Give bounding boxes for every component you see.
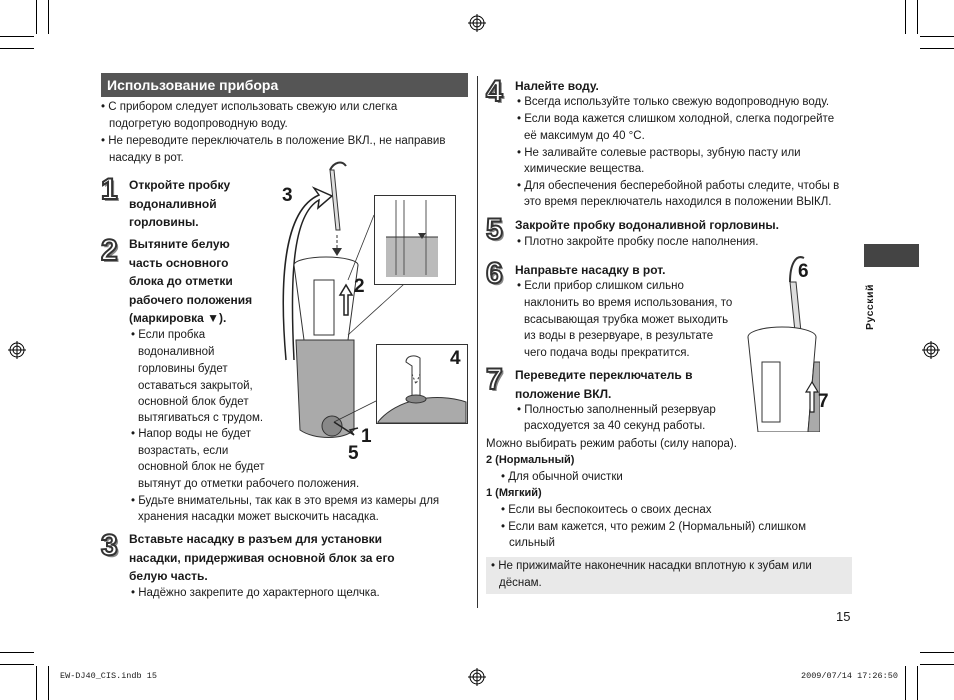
intro-line: насадку в рот. [109, 152, 184, 164]
crop-mark [0, 652, 34, 653]
note-line: это время переключатель находился в положении ВЫКЛ. [524, 196, 832, 208]
crop-mark [920, 664, 954, 665]
step-number: 3 [101, 529, 118, 562]
step-title: Закройте пробку водоналивной горловины. [515, 218, 779, 232]
footer-file: EW-DJ40_CIS.indb 15 [60, 671, 157, 681]
note-line: • Плотно закройте пробку после наполнения. [517, 236, 759, 248]
intro-line: подогретую водопроводную воду. [109, 118, 288, 130]
mode-title: 1 (Мягкий) [486, 487, 542, 499]
note-line: вытянут до отметки рабочего положения. [138, 478, 360, 490]
note-line: водоналивной [138, 346, 215, 358]
note-line: химические вещества. [524, 163, 645, 175]
note-line: всасывающая трубка может выходить [524, 314, 729, 326]
registration-mark-icon [922, 341, 940, 359]
note-line: её максимум до 40 °C. [524, 130, 645, 142]
warning-line: • Не прижимайте наконечник насадки вплотную к зубам или [491, 560, 812, 572]
note-line: • Всегда используйте только свежую водопроводную воду. [517, 96, 830, 108]
note-line: • Для обеспечения бесперебойной работы следите, чтобы в [517, 180, 840, 192]
registration-mark-icon [8, 341, 26, 359]
page-number: 15 [836, 609, 851, 624]
note-line: • Если вы беспокоитесь о своих деснах [501, 504, 712, 516]
crop-mark [36, 0, 37, 34]
footer-timestamp: 2009/07/14 17:26:50 [801, 671, 898, 681]
crop-mark [48, 666, 49, 700]
note-line: расходуется за 40 секунд работы. [524, 420, 706, 432]
step-number: 2 [101, 234, 118, 267]
step-number: 1 [101, 173, 118, 206]
warning-line: дёснам. [499, 577, 542, 589]
note-line: • Напор воды не будет [131, 428, 252, 440]
crop-mark [920, 48, 954, 49]
figure-label: 2 [354, 276, 365, 297]
step-title: Переведите переключатель в положение ВКЛ. [515, 368, 693, 401]
step-title: Откройте пробку водоналивной горловины. [129, 178, 231, 229]
step-title: Вставьте насадку в разъем для установки насадки, придерживая основной блок за его белую часть. [129, 532, 395, 583]
note-line: • Если пробка [131, 329, 206, 341]
note-line: • Надёжно закрепите до характерного щелчка. [131, 587, 380, 599]
figure-label: 6 [798, 261, 809, 282]
step-number: 4 [486, 75, 503, 108]
crop-mark [917, 0, 918, 34]
note-line: • Если вода кажется слишком холодной, слегка подогрейте [517, 113, 835, 125]
figure-label: 7 [818, 391, 829, 412]
step-title: Налейте воду. [515, 79, 599, 93]
note-line: возрастать, если [138, 445, 229, 457]
note-line: наклонить во время использования, то [524, 297, 733, 309]
intro-line: • Не переводите переключатель в положение ВКЛ., не направив [101, 135, 446, 147]
figure-label: 1 [361, 426, 372, 447]
mode-title: 2 (Нормальный) [486, 454, 575, 466]
figure-label: 4 [450, 348, 461, 369]
crop-mark [905, 666, 906, 700]
note-line: основной блок будет [138, 396, 249, 408]
note-line: хранения насадки может выскочить насадка. [138, 511, 379, 523]
step-number: 5 [486, 213, 503, 246]
note-line: сильный [509, 537, 555, 549]
note-line: • Если прибор слишком сильно [517, 280, 684, 292]
note-line: • Будьте внимательны, так как в это время из камеры для [131, 495, 440, 507]
note-line: горловины будет [138, 363, 228, 375]
crop-mark [917, 666, 918, 700]
intro-line: • С прибором следует использовать свежую или слегка [101, 101, 398, 113]
modes-intro: Можно выбирать режим работы (силу напора). [486, 438, 737, 450]
note-line: основной блок не будет [138, 461, 265, 473]
note-line: чего подача воды прекратится. [524, 347, 690, 359]
figure-label: 3 [282, 185, 293, 206]
language-tab [864, 244, 919, 267]
column-divider [477, 76, 478, 608]
figure-label: 5 [348, 443, 359, 464]
inset-marker-illustration [374, 195, 456, 285]
step-number: 7 [486, 363, 503, 396]
note-line: • Для обычной очистки [501, 471, 623, 483]
step-title: Вытяните белую часть основного блока до отметки рабочего положения (маркировка ▼). [129, 237, 253, 325]
note-line: • Не заливайте солевые растворы, зубную пасту или [517, 147, 801, 159]
registration-mark-icon [468, 14, 486, 32]
crop-mark [48, 0, 49, 34]
crop-mark [0, 48, 34, 49]
section-title: Использование прибора [101, 73, 468, 97]
registration-mark-icon [468, 668, 486, 686]
step-number: 6 [486, 257, 503, 290]
crop-mark [0, 664, 34, 665]
note-line: оставаться закрытой, [138, 380, 253, 392]
crop-mark [36, 666, 37, 700]
language-label: Русский [864, 284, 876, 330]
note-line: вытягиваться с трудом. [138, 412, 264, 424]
note-line: • Если вам кажется, что режим 2 (Нормальный) слишком [501, 521, 806, 533]
step-title: Направьте насадку в рот. [515, 263, 666, 277]
crop-mark [920, 652, 954, 653]
note-line: • Полностью заполненный резервуар [517, 404, 716, 416]
note-line: из воды в резервуаре, в результате [524, 330, 714, 342]
crop-mark [905, 0, 906, 34]
crop-mark [920, 36, 954, 37]
crop-mark [0, 36, 34, 37]
